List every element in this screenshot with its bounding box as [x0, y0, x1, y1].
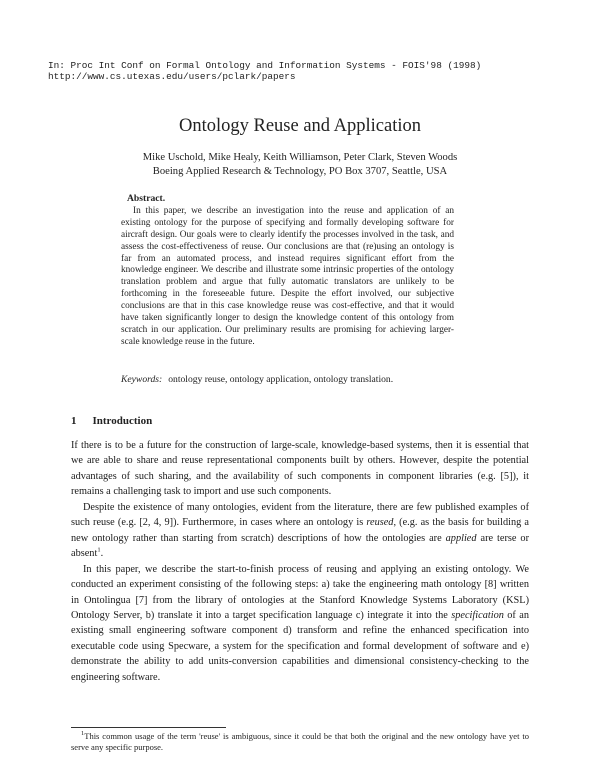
footnote	[71, 731, 529, 753]
footnote-mark: 1	[81, 730, 85, 738]
emphasis-reused: reused	[366, 517, 394, 529]
abstract-text: In this paper, we describe an investigation into the reuse and application of an existing ontology for the purpose of specifying and formally developing software for aircraft design. Our goals were to clearly identify the processes involved in the task, and assess the cost-effectiveness of reuse. Our conclusions are that (re)using an ontology is far from an automated process, and instead requires significant effort from the knowledge engineer. We describe and illustrate some intrinsic properties of the ontology translation problem and argue that fully automatic translators are unlikely to be forthcoming in the foreseeable future. Despite the effort involved, our subjective conclusions are that in this case knowledge reuse was cost-effective, and that it would have taken significantly longer to design the knowledge content of this ontology from scratch in our application. Our preliminary results are promising for achieving larger-scale knowledge reuse in the future.	[121, 205, 454, 347]
section-number: 1	[71, 415, 77, 427]
paragraph-2-part: , (e.g. as the basis for building a new ontology rather than starting from scratch) descriptions of how the ontologies are	[71, 517, 529, 544]
keywords-label: Keywords:	[121, 374, 163, 385]
paragraph-2-part: .	[100, 548, 104, 560]
paragraph-3-part: In this paper, we describe the start-to-finish process of reusing and applying an existing ontology. We conducted an experiment consisting of the following steps: a) take the engineering math ontology [8] written in Ontolingua [7] from the library of ontologies at the Stanford Knowledge Systems Laboratory (KSL) Ontology Server, b) translate it into a target specification language c) integrate it into the	[71, 563, 529, 621]
paragraph-2	[71, 500, 529, 562]
keywords-text: ontology reuse, ontology application, ontology translation.	[168, 374, 394, 385]
abstract	[121, 193, 454, 349]
keywords	[121, 374, 481, 385]
source-url: http://www.cs.utexas.edu/users/pclark/papers	[48, 71, 296, 82]
citation-header: In: Proc Int Conf on Formal Ontology and Information Systems - FOIS'98 (1998)	[48, 60, 482, 71]
emphasis-applied: applied	[445, 532, 477, 544]
paragraph-2-part: Despite the existence of many ontologies, evident from the literature, there are few published examples of such reuse (e.g. [2, 4, 9]). Furthermore, in cases where an ontology is	[71, 501, 529, 529]
section-title: Introduction	[92, 415, 153, 427]
paragraph-3	[71, 562, 529, 686]
paragraph-2-part: are terse or absent	[71, 532, 530, 560]
author-list: Mike Uschold, Mike Healy, Keith Williamson, Peter Clark, Steven Woods	[142, 152, 458, 163]
paragraph-1: If there is to be a future for the construction of large-scale, knowledge-based systems, then it is essential that we are able to share and reuse representational components built by others. However, despite the potential advantages of such sharing, and the availability of such components in component libraries (e.g. [5]), it remains a challenging task to import and use such components.	[71, 440, 529, 498]
footnote-divider	[71, 727, 226, 728]
author-block	[0, 151, 600, 179]
section-heading	[71, 415, 152, 427]
body-text	[71, 438, 529, 685]
footnote-text: This common usage of the term 'reuse' is ambiguous, since it could be that both the original and the new ontology have yet to serve any specific purpose.	[71, 731, 529, 752]
paragraph-3-part: of an existing small engineering software component d) transform and refine the enhanced specification into executable code using Specware, a system for the specification and formal development of software and e) demonstrate the ability to add units-conversion capabilities and dimensional consistency-checking to the engineering software.	[71, 609, 529, 683]
affiliation: Boeing Applied Research & Technology, PO Box 3707, Seattle, USA	[152, 166, 448, 177]
abstract-heading: Abstract.	[127, 193, 166, 204]
emphasis-specification: specification	[451, 609, 504, 621]
footnote-reference[interactable]: 1	[97, 546, 101, 554]
paper-title: Ontology Reuse and Application	[178, 116, 421, 136]
